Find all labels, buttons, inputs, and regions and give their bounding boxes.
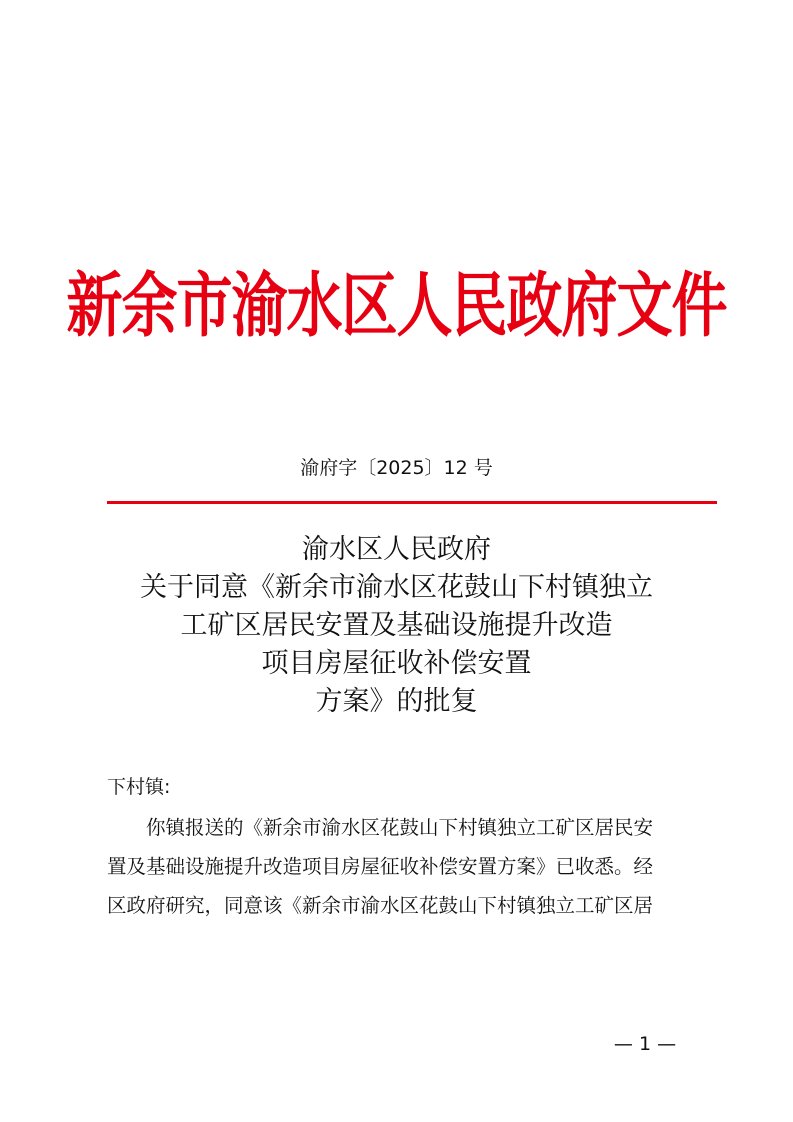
title-line: 方案》的批复	[315, 686, 478, 717]
title-line: 关于同意《新余市渝水区花鼓山下村镇独立	[140, 572, 653, 603]
body-paragraph-line: 置及基础设施提升改造项目房屋征收补偿安置方案》已收悉。经	[107, 855, 654, 878]
title-line: 渝水区人民政府	[302, 534, 491, 565]
title-line: 工矿区居民安置及基础设施提升改造	[180, 610, 613, 641]
document-number: 渝府字〔2025〕12 号	[300, 457, 493, 479]
red-divider-rule	[107, 501, 717, 504]
body-paragraph-line: 区政府研究，同意该《新余市渝水区花鼓山下村镇独立工矿区居	[107, 894, 654, 917]
addressee: 下村镇:	[107, 776, 171, 798]
document-title	[0, 531, 793, 721]
document-masthead: 新余市渝水区人民政府文件	[66, 264, 727, 347]
page-number: — 1 —	[613, 1033, 677, 1055]
title-line: 项目房屋征收补偿安置	[261, 648, 532, 679]
body-paragraph-line: 你镇报送的《新余市渝水区花鼓山下村镇独立工矿区居民安	[146, 816, 654, 839]
